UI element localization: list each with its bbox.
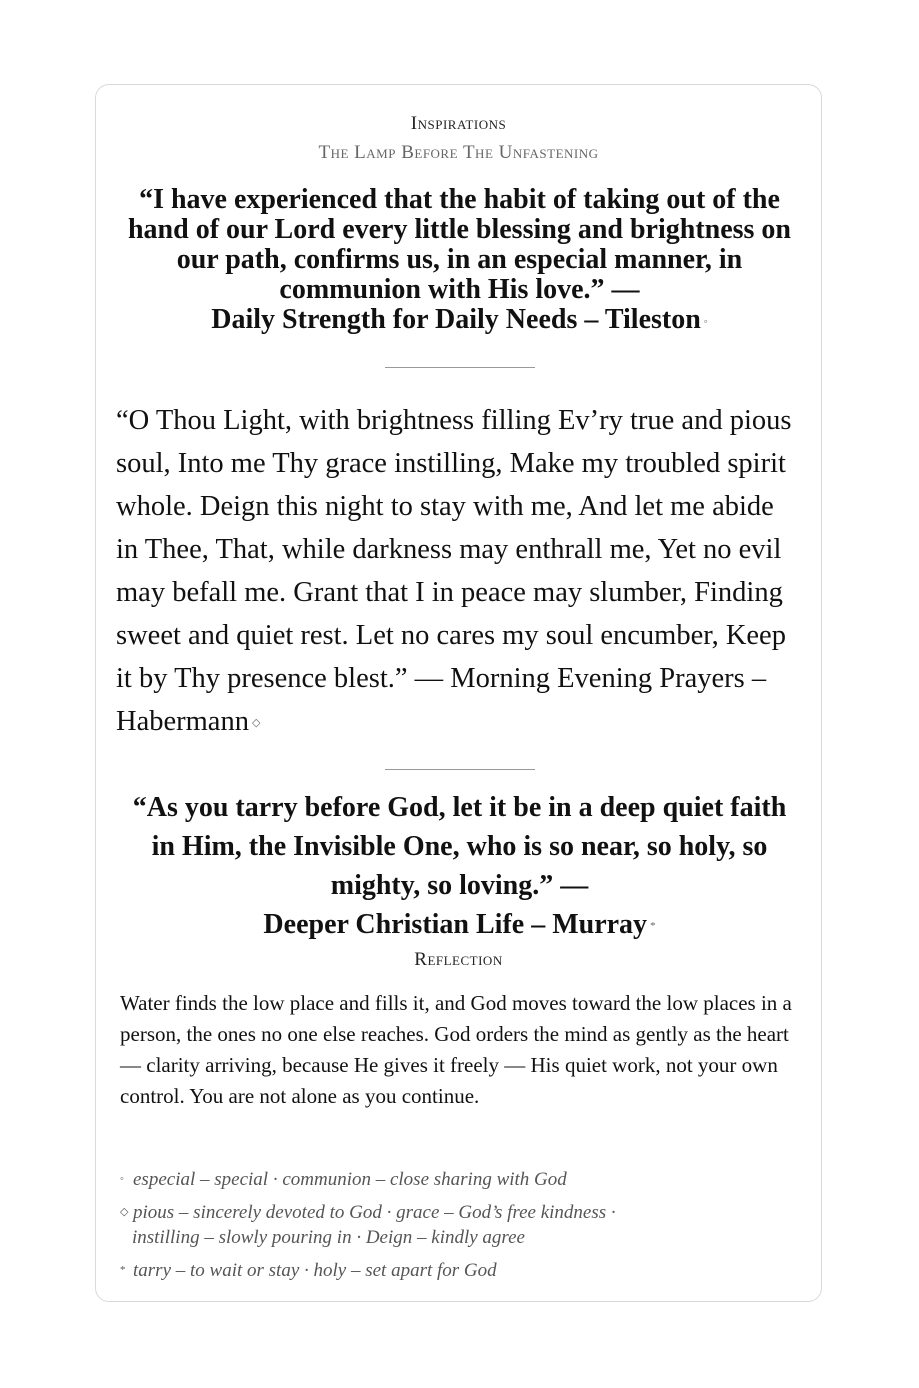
quote-tileston (126, 185, 793, 337)
note-marker: ◦ (120, 1173, 124, 1185)
quote-habermann (116, 399, 796, 745)
footnote-marker-diamond: ◇ (251, 716, 261, 729)
quote-source: Deeper Christian Life – Murray (263, 909, 648, 940)
divider (385, 769, 535, 770)
footnote-marker-asterisk: * (650, 920, 656, 933)
section-kicker: Inspirations (410, 113, 507, 134)
quote-murray (126, 788, 793, 946)
glossary-note (120, 1200, 740, 1250)
divider (385, 367, 535, 368)
quote-source: Morning Evening Prayers – Habermann (116, 663, 767, 737)
note-text-continued: instilling – slowly pouring in · Deign – kindly agree (132, 1227, 525, 1248)
glossary-note (120, 1167, 740, 1192)
glossary-note (120, 1258, 740, 1283)
note-text: especial – special · communion – close sharing with God (133, 1169, 567, 1190)
quote-text: “I have experienced that the habit of taking out of the hand of our Lord every little blessing and brightness on our path, confirms us, in an especial manner, in communion with His love.” — (127, 184, 792, 305)
note-marker: ◇ (120, 1206, 129, 1218)
note-text: pious – sincerely devoted to God · grace – God’s free kindness · (133, 1202, 616, 1223)
quote-source: Daily Strength for Daily Needs – Tileston (211, 304, 701, 335)
note-marker: * (120, 1264, 126, 1276)
note-text: tarry – to wait or stay · holy – set apart for God (133, 1260, 497, 1281)
reflection-heading: Reflection (414, 949, 503, 970)
glossary-notes (120, 1167, 740, 1291)
devotional-card (95, 84, 822, 1302)
quote-text: “As you tarry before God, let it be in a deep quiet faith in Him, the Invisible One, who is so near, so holy, so mighty, so loving.” — (132, 792, 787, 901)
quote-text: “O Thou Light, with brightness filling Ev’ry true and pious soul, Into me Thy grace instilling, Make my troubled spirit whole. Deign this night to stay with me, And let me abide in Thee, That, while darkness may enthrall me, Yet no evil may befall me. Grant that I in peace may slumber, Finding sweet and quiet rest. Let no cares my soul encumber, Keep it by Thy presence blest.” — (116, 405, 792, 694)
page-title: The Lamp Before The Unfastening (318, 142, 599, 163)
reflection-body: Water finds the low place and fills it, and God moves toward the low places in a person, the ones no one else reaches. God orders the mind as gently as the heart — clarity arriving, because He gives it freely — His quiet work, not your own control. You are not alone as you continue. (120, 991, 792, 1108)
footnote-marker-circle: ◦ (703, 315, 708, 328)
